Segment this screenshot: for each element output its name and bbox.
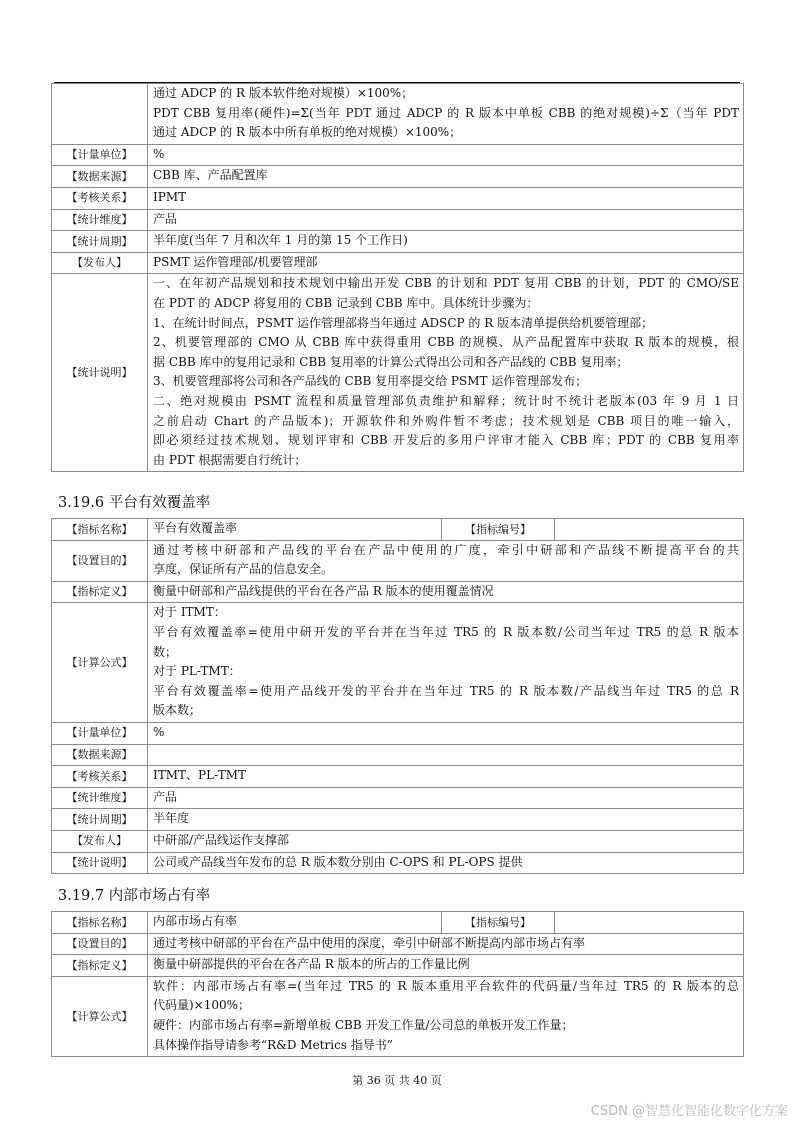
- explanation-row: [52, 274, 744, 472]
- formula-row: [52, 976, 744, 1056]
- field-value: 半年度(当年 7 月和次年 1 月的第 15 个工作日): [148, 231, 744, 253]
- text-line: 2、机要管理部的 CMO 从 CBB 库中获得重用 CBB 的规模、从产品配置库中获取 R 版本的规模，根: [153, 335, 739, 350]
- field-value: CBB 库、产品配置库: [148, 166, 744, 188]
- field-label: 【数据来源】: [52, 744, 148, 766]
- field-label: 【统计维度】: [52, 209, 148, 231]
- text-line: 二、绝对规模由 PSMT 流程和质量管理部负责维护和解释；统计时不统计老版本(03 年 9 月 1 日: [153, 393, 739, 408]
- formula-row: [52, 603, 744, 723]
- text-line: 一、在年初产品规划和技术规划中输出开发 CBB 的计划和 PDT 复用 CBB 的计划，PDT 的 CMO/SE: [153, 276, 739, 291]
- field-value: ITMT、PL-TMT: [148, 766, 744, 788]
- field-label: 【发布人】: [52, 252, 148, 274]
- field-value: 产品: [148, 209, 744, 231]
- section-heading: 3.19.6 平台有效覆盖率: [58, 495, 211, 511]
- field-value: 衡量中研部和产品线提供的平台在各产品 R 版本的使用覆盖情况: [148, 581, 744, 603]
- text-line: 具体操作指导请参考“R&D Metrics 指导书”: [153, 1037, 393, 1052]
- text-line: 对于 ITMT：: [153, 605, 226, 620]
- cbb-reuse-table: [51, 83, 744, 472]
- text-line: 即必须经过技术规划、规划评审和 CBB 开发后的多用户评审才能入 CBB 库；PDT 的 CBB 复用率: [153, 433, 739, 448]
- publisher-row: [52, 252, 744, 274]
- field-value: 平台有效覆盖率: [148, 519, 442, 541]
- field-value: PSMT 运作管理部/机要管理部: [148, 252, 744, 274]
- field-label: 【设置目的】: [52, 933, 148, 955]
- unit-row: [52, 144, 744, 166]
- period-row: [52, 809, 744, 831]
- dimension-row: [52, 787, 744, 809]
- formula-text: [148, 603, 744, 723]
- text-line: 之前启动 Chart 的产品版本)；开源软件和外购件暂不考虑；技术规划是 CBB 项目的唯一输入，: [153, 413, 739, 428]
- text-line: 据 CBB 库中的复用记录和 CBB 复用率的计算公式得出公司和各产品线的 CBB 复用率；: [153, 354, 629, 369]
- field-label: 【指标定义】: [52, 955, 148, 977]
- field-label: 【统计说明】: [52, 852, 148, 874]
- assessment-row: [52, 766, 744, 788]
- field-label: 【统计周期】: [52, 809, 148, 831]
- internal-market-share-table: [51, 911, 744, 1057]
- field-label: 【计算公式】: [52, 976, 148, 1056]
- publisher-row: [52, 830, 744, 852]
- field-label: 【发布人】: [52, 830, 148, 852]
- field-label: 【指标编号】: [442, 912, 555, 934]
- text-line: 通过 ADCP 的 R 版本中所有单板的绝对规模）×100%；: [153, 125, 462, 140]
- field-value: [555, 519, 744, 541]
- text-line: 在 PDT 的 ADCP 将复用的 CBB 记录到 CBB 库中。具体统计步骤为：: [153, 295, 539, 310]
- field-label: 【统计说明】: [52, 274, 148, 472]
- field-label: 【指标定义】: [52, 581, 148, 603]
- source-row: [52, 166, 744, 188]
- field-value: 产品: [148, 787, 744, 809]
- text-line: 代码量)×100%；: [153, 998, 251, 1013]
- text-line: 3、机要管理部将公司和各产品线的 CBB 复用率提交给 PSMT 运作管理部发布；: [153, 374, 588, 389]
- section-heading: 3.19.7 内部市场占有率: [58, 888, 211, 904]
- field-label: 【设置目的】: [52, 540, 148, 581]
- watermark: CSDN @智慧化智能化数字化方案: [590, 1104, 788, 1119]
- text-line: 平台有效覆盖率=使用产品线开发的平台并在当年过 TR5 的 R 版本数/产品线当年过 TR5 的总 R: [153, 683, 739, 698]
- name-row: [52, 912, 744, 934]
- field-label: 【指标编号】: [442, 519, 555, 541]
- text-line: PDT CBB 复用率(硬件)=Σ(当年 PDT 通过 ADCP 的 R 版本中单板 CBB 的绝对规模)÷Σ（当年 PDT: [153, 105, 739, 120]
- definition-row: [52, 955, 744, 977]
- field-label: 【考核关系】: [52, 766, 148, 788]
- field-value: %: [148, 722, 744, 744]
- text-line: 硬件：内部市场占有率=新增单板 CBB 开发工作量/公司总的单板开发工作量；: [153, 1017, 574, 1032]
- platform-coverage-table: [51, 518, 744, 874]
- field-label: 【计算公式】: [52, 603, 148, 723]
- field-label: 【数据来源】: [52, 166, 148, 188]
- field-value: 公司或产品线当年发布的总 R 版本数分别由 C-OPS 和 PL-OPS 提供: [148, 852, 744, 874]
- purpose-text: [148, 540, 744, 581]
- text-line: 1、在统计时间点，PSMT 运作管理部将当年通过 ADSCP 的 R 版本清单提供给机要管理部；: [153, 315, 654, 330]
- definition-row: [52, 581, 744, 603]
- text-line: 通过考核中研部和产品线的平台在产品中使用的广度，牵引中研部和产品线不断提高平台的共: [153, 542, 739, 557]
- period-row: [52, 231, 744, 253]
- text-line: 版本数；: [153, 703, 202, 718]
- empty-label-cell: [52, 84, 148, 145]
- formula-continuation-row: [52, 84, 744, 145]
- name-row: [52, 519, 744, 541]
- field-value: 中研部/产品线运作支撑部: [148, 830, 744, 852]
- field-value: 衡量中研部提供的平台在各产品 R 版本的所占的工作量比例: [148, 955, 744, 977]
- text-line: 享度，保证所有产品的信息安全。: [153, 562, 334, 577]
- field-value: 通过考核中研部的平台在产品中使用的深度，牵引中研部不断提高内部市场占有率: [148, 933, 744, 955]
- field-label: 【考核关系】: [52, 187, 148, 209]
- explanation-row: [52, 852, 744, 874]
- field-value: 半年度: [148, 809, 744, 831]
- field-label: 【计量单位】: [52, 144, 148, 166]
- dimension-row: [52, 209, 744, 231]
- formula-continuation: [148, 84, 744, 145]
- source-row: [52, 744, 744, 766]
- field-value: [555, 912, 744, 934]
- unit-row: [52, 722, 744, 744]
- field-label: 【统计周期】: [52, 231, 148, 253]
- field-value: %: [148, 144, 744, 166]
- field-value: 内部市场占有率: [148, 912, 442, 934]
- text-line: 对于 PL-TMT：: [153, 664, 241, 679]
- purpose-row: [52, 540, 744, 581]
- page-footer: 第 36 页 共 40 页: [352, 1074, 442, 1087]
- assessment-row: [52, 187, 744, 209]
- text-line: 通过 ADCP 的 R 版本软件绝对规模）×100%；: [153, 86, 414, 100]
- purpose-row: [52, 933, 744, 955]
- field-label: 【计量单位】: [52, 722, 148, 744]
- field-label: 【指标名称】: [52, 912, 148, 934]
- formula-text: [148, 976, 744, 1056]
- explanation-text: [148, 274, 744, 472]
- text-line: 软件：内部市场占有率=(当年过 TR5 的 R 版本重用平台软件的代码量/当年过 TR5 的 R 版本的总: [153, 978, 739, 993]
- field-value: [148, 744, 744, 766]
- text-line: 数；: [153, 644, 178, 659]
- text-line: 由 PDT 根据需要自行统计；: [153, 452, 307, 467]
- text-line: 平台有效覆盖率=使用中研开发的平台并在当年过 TR5 的 R 版本数/公司当年过 TR5 的总 R 版本: [153, 624, 739, 639]
- field-value: IPMT: [148, 187, 744, 209]
- field-label: 【指标名称】: [52, 519, 148, 541]
- field-label: 【统计维度】: [52, 787, 148, 809]
